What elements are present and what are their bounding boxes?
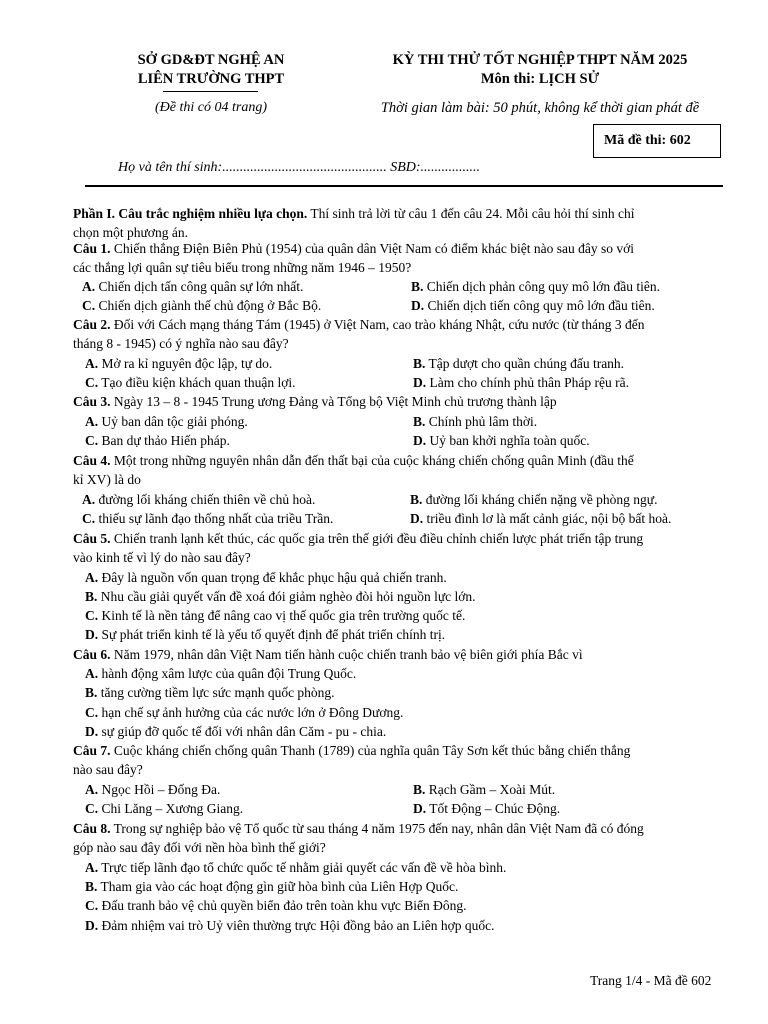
exam-code-box: [593, 124, 721, 158]
answer-option-d[interactable]: D. Chiến dịch tiến công quy mô lớn đầu tiên.: [411, 298, 655, 313]
answer-option-d[interactable]: D. Sự phát triển kinh tế là yếu tố quyết định để phát triển chính trị.: [85, 627, 446, 642]
question-text-cont: góp nào sau đây đối với nền hòa bình thế giới?: [73, 840, 326, 855]
answer-option-c[interactable]: C. Chi Lăng – Xương Giang.: [85, 801, 244, 816]
exam-code: Mã đề thi: 602: [604, 133, 691, 148]
answer-option-c[interactable]: C. Chiến dịch giành thế chủ động ở Bắc Bộ.: [82, 298, 322, 313]
question-number: Câu 3.: [73, 394, 111, 409]
page-footer: Trang 1/4 - Mã đề 602: [590, 973, 712, 988]
answer-option-c[interactable]: C. hạn chế sự ảnh hưởng của các nước lớn ở Đông Dương.: [85, 705, 404, 720]
time-note: Thời gian làm bài: 50 phút, không kể thời gian phát đề: [380, 100, 700, 116]
answer-option-c[interactable]: C. Tạo điều kiện khách quan thuận lợi.: [85, 375, 296, 390]
answer-option-c[interactable]: C. Đấu tranh bảo vệ chủ quyền biển đảo trên toàn khu vực Biển Đông.: [85, 898, 467, 913]
answer-option-a[interactable]: A. Mở ra kỉ nguyên độc lập, tự do.: [85, 356, 273, 371]
question-number: Câu 6.: [73, 647, 111, 662]
answer-option-b[interactable]: B. đường lối kháng chiến nặng về phòng ngự.: [410, 492, 658, 507]
question-text: Một trong những nguyên nhân dẫn đến thất bại của cuộc kháng chiến chống quân Minh (đầu thế: [113, 453, 634, 468]
answer-option-a[interactable]: A. Chiến dịch tấn công quân sự lớn nhất.: [82, 279, 304, 294]
question-text: Chiến thắng Điện Biên Phủ (1954) của quân dân Việt Nam có điểm khác biệt nào sau đây so với: [113, 241, 634, 256]
answer-option-b[interactable]: B. Chiến dịch phản công quy mô lớn đầu tiên.: [411, 279, 660, 294]
answer-option-a[interactable]: A. Ngọc Hồi – Đống Đa.: [85, 782, 221, 797]
question-text-cont: các thắng lợi quân sự tiêu biểu trong những năm 1946 – 1950?: [73, 260, 412, 275]
question-number: Câu 4.: [73, 453, 111, 468]
header-divider: [85, 185, 723, 187]
section-instructions: Thí sinh trả lời từ câu 1 đến câu 24. Mỗi câu hỏi thí sinh chỉ: [307, 206, 635, 221]
answer-option-c[interactable]: C. Ban dự thảo Hiến pháp.: [85, 433, 230, 448]
school-name: LIÊN TRƯỜNG THPT: [137, 71, 285, 87]
pages-note: (Đề thi có 04 trang): [155, 100, 267, 115]
section-title: Phần I. Câu trắc nghiệm nhiều lựa chọn.: [73, 206, 308, 221]
answer-option-b[interactable]: B. Rạch Gầm – Xoài Mút.: [413, 782, 556, 797]
question-number: Câu 1.: [73, 241, 111, 256]
answer-option-d[interactable]: D. Đảm nhiệm vai trò Uỷ viên thường trực Hội đồng bảo an Liên hợp quốc.: [85, 918, 495, 933]
answer-option-d[interactable]: D. sự giúp đỡ quốc tế đối với nhân dân Căm - pu - chia.: [85, 724, 387, 739]
header-underline: [163, 91, 258, 92]
answer-option-a[interactable]: A. hành động xâm lược của quân đội Trung Quốc.: [85, 666, 357, 681]
question-text: Ngày 13 – 8 - 1945 Trung ương Đảng và Tổng bộ Việt Minh chủ trương thành lập: [113, 394, 557, 409]
answer-option-a[interactable]: A. Đây là nguồn vốn quan trọng để khắc phục hậu quả chiến tranh.: [85, 570, 447, 585]
question-text-cont: kỉ XV) là do: [73, 472, 141, 487]
answer-option-d[interactable]: D. Uỷ ban khởi nghĩa toàn quốc.: [413, 433, 590, 448]
answer-option-b[interactable]: B. tăng cường tiềm lực sức mạnh quốc phòng.: [85, 685, 335, 700]
answer-option-b[interactable]: B. Tập dượt cho quần chúng đấu tranh.: [413, 356, 625, 371]
answer-option-d[interactable]: D. Làm cho chính phủ thân Pháp rệu rã.: [413, 375, 629, 390]
answer-option-c[interactable]: C. thiếu sự lãnh đạo thống nhất của triều Trần.: [82, 511, 334, 526]
question-number: Câu 7.: [73, 743, 111, 758]
question-text: Đối với Cách mạng tháng Tám (1945) ở Việt Nam, cao trào kháng Nhật, cứu nước (từ tháng 3 đến: [113, 317, 645, 332]
answer-option-a[interactable]: A. Uỷ ban dân tộc giải phóng.: [85, 414, 248, 429]
answer-option-b[interactable]: B. Chính phủ lâm thời.: [413, 414, 538, 429]
answer-option-b[interactable]: B. Nhu cầu giải quyết vấn đề xoá đói giảm nghèo đòi hỏi nguồn lực lớn.: [85, 589, 476, 604]
question-text: Năm 1979, nhân dân Việt Nam tiến hành cuộc chiến tranh bảo vệ biên giới phía Bắc vì: [113, 647, 583, 662]
exam-title: KỲ THI THỬ TỐT NGHIỆP THPT NĂM 2025: [392, 52, 688, 68]
section-intro: [73, 206, 635, 222]
candidate-line: Họ và tên thí sinh:............................................... SBD:.................: [118, 160, 481, 175]
question-text-cont: tháng 8 - 1945) có ý nghĩa nào sau đây?: [73, 336, 289, 351]
answer-option-d[interactable]: D. Tốt Động – Chúc Động.: [413, 801, 561, 816]
answer-option-d[interactable]: D. triều đình lơ là mất cảnh giác, nội bộ bất hoà.: [410, 511, 672, 526]
question-number: Câu 2.: [73, 317, 111, 332]
question-text: Trong sự nghiệp bảo vệ Tổ quốc từ sau tháng 4 năm 1975 đến nay, nhân dân Việt Nam đã có đóng: [113, 821, 644, 836]
department-name: SỞ GD&ĐT NGHỆ AN: [137, 52, 285, 68]
question-text: Cuộc kháng chiến chống quân Thanh (1789) của nghĩa quân Tây Sơn kết thúc bằng chiến thắng: [113, 743, 631, 758]
question-text-cont: vào kinh tế vì lý do nào sau đây?: [73, 550, 251, 565]
question-number: Câu 5.: [73, 531, 111, 546]
answer-option-b[interactable]: B. Tham gia vào các hoạt động gìn giữ hòa bình của Liên Hợp Quốc.: [85, 879, 459, 894]
subject-line: Môn thi: LỊCH SỬ: [480, 71, 600, 87]
question-text-cont: nào sau đây?: [73, 762, 143, 777]
question-text: Chiến tranh lạnh kết thúc, các quốc gia trên thế giới đều điều chỉnh chiến lược phát triển tập trung: [113, 531, 644, 546]
question-number: Câu 8.: [73, 821, 111, 836]
answer-option-a[interactable]: A. Trực tiếp lãnh đạo tổ chức quốc tế nhằm giải quyết các vấn đề về hòa bình.: [85, 860, 507, 875]
answer-option-a[interactable]: A. đường lối kháng chiến thiên về chủ hoà.: [82, 492, 316, 507]
section-instructions-cont: chọn một phương án.: [73, 225, 188, 240]
answer-option-c[interactable]: C. Kinh tế là nền tảng để nâng cao vị thế quốc gia trên trường quốc tế.: [85, 608, 466, 623]
